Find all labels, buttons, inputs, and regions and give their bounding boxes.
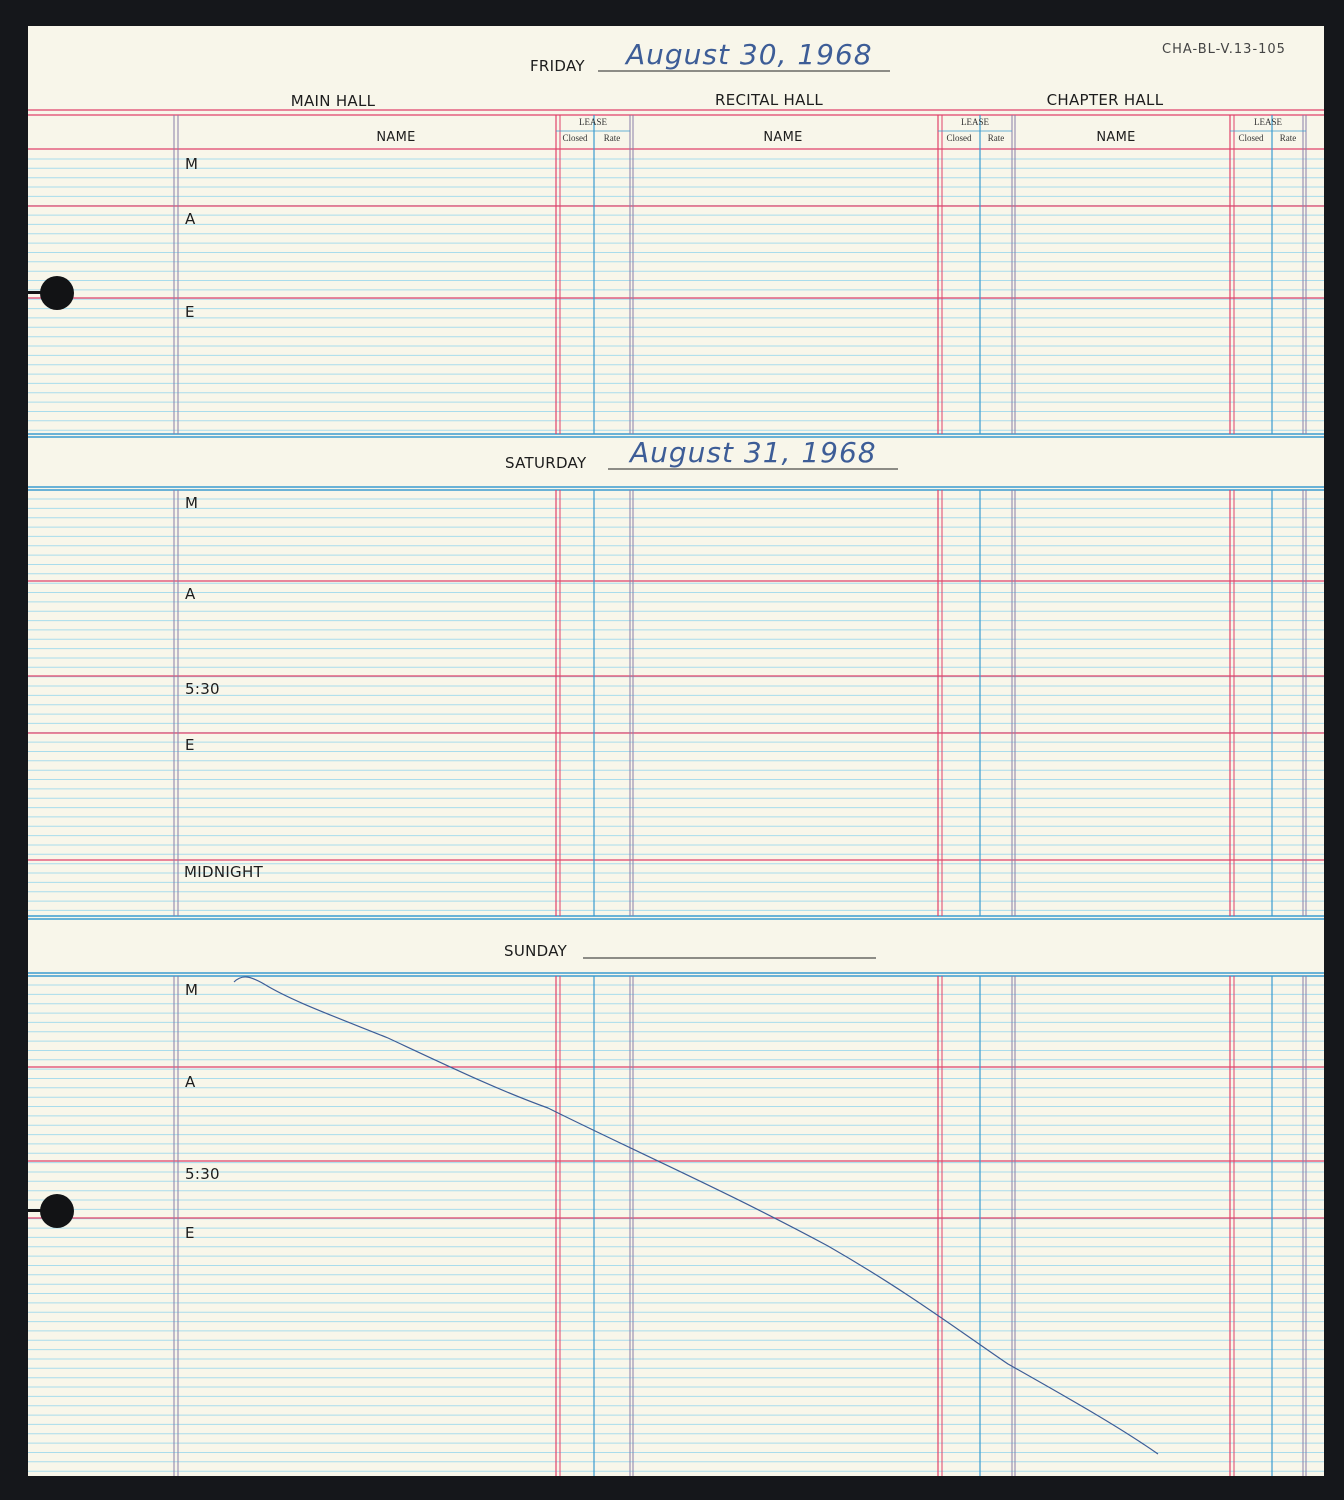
sunday-period-morning: M xyxy=(185,981,199,999)
main-lease-rate: Rate xyxy=(603,133,621,143)
friday-period-evening: E xyxy=(185,303,195,321)
main-hall-header: MAIN HALL xyxy=(290,92,376,110)
recital-hall-header: RECITAL HALL xyxy=(714,91,824,109)
archive-id: CHA-BL-V.13-105 xyxy=(1162,42,1286,57)
chapter-lease-rate: Rate xyxy=(1279,133,1297,143)
main-lease-closed: Closed xyxy=(562,133,588,143)
saturday-period-530: 5:30 xyxy=(185,680,220,698)
pen-strikethrough-line xyxy=(28,26,1324,1476)
day-label-sunday: SUNDAY xyxy=(504,942,568,960)
saturday-period-afternoon: A xyxy=(185,585,196,603)
sunday-period-afternoon: A xyxy=(185,1073,196,1091)
recital-lease-rate: Rate xyxy=(987,133,1005,143)
chapter-lease-header: LEASE xyxy=(1254,117,1282,127)
main-lease-header: LEASE xyxy=(579,117,607,127)
recital-lease-header: LEASE xyxy=(961,117,989,127)
saturday-period-morning: M xyxy=(185,494,199,512)
day-label-saturday: SATURDAY xyxy=(505,454,587,472)
chapter-lease-closed: Closed xyxy=(1238,133,1264,143)
friday-period-morning: M xyxy=(185,155,199,173)
friday-period-afternoon: A xyxy=(185,210,196,228)
recital-hall-name-header: NAME xyxy=(763,130,803,145)
recital-lease-closed: Closed xyxy=(946,133,972,143)
saturday-period-evening: E xyxy=(185,736,195,754)
chapter-hall-name-header: NAME xyxy=(1096,130,1136,145)
sunday-period-530: 5:30 xyxy=(185,1165,220,1183)
ledger-sheet xyxy=(28,26,1324,1476)
saturday-period-midnight: MIDNIGHT xyxy=(184,863,264,881)
day-label-friday: FRIDAY xyxy=(530,57,585,75)
chapter-hall-header: CHAPTER HALL xyxy=(1046,91,1164,109)
handwritten-date-saturday: August 31, 1968 xyxy=(630,436,877,469)
main-hall-name-header: NAME xyxy=(376,130,416,145)
handwritten-date-friday: August 30, 1968 xyxy=(626,38,873,71)
sunday-period-evening: E xyxy=(185,1224,195,1242)
